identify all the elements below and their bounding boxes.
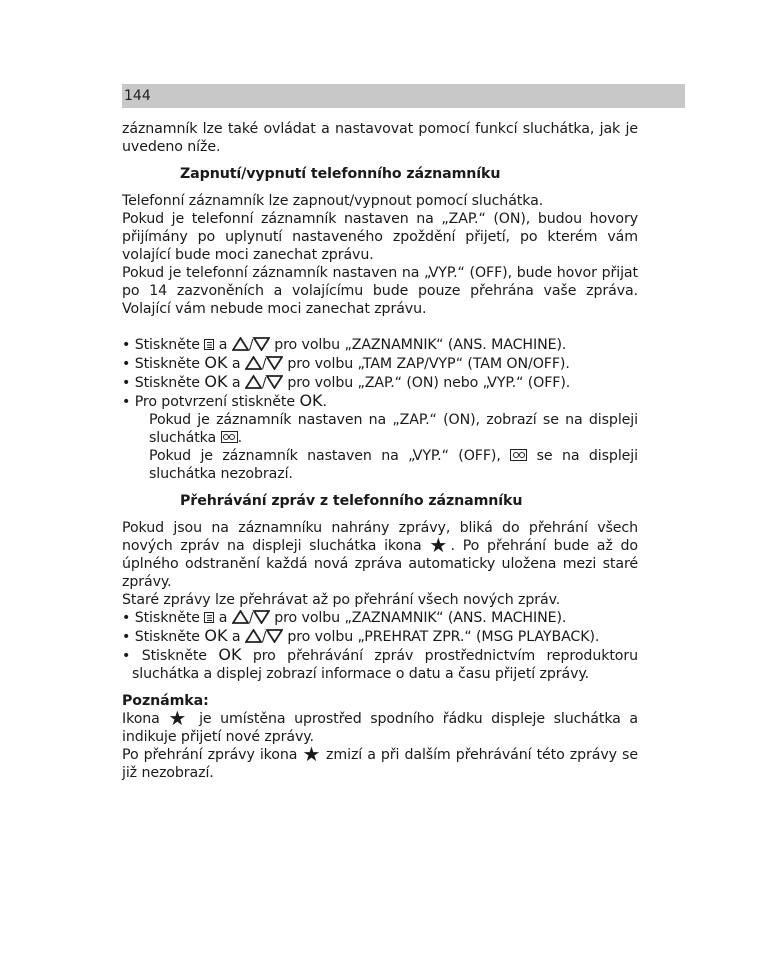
ok-key-label: OK — [299, 391, 323, 410]
section2-paragraph-1: Pokud jsou na záznamníku nahrány zprávy, bliká do přehrání všech nových zpráv na displeji sluchátka ikona ★. Po přehrání bude až do úplného odstranění každá nová zpráva automaticky uložena mezi staré zprávy. — [122, 520, 638, 590]
intro-paragraph: záznamník lze také ovládat a nastavovat pomocí funkcí sluchátka, jak je uvedeno níže. — [122, 121, 638, 155]
section2-step-3: • Stiskněte OK pro přehrávání zpráv prostřednictvím reproduktoru sluchátka a displej zobrazí informace o datu a času přijetí zprávy. — [122, 645, 638, 682]
ok-key-label: OK — [204, 372, 228, 391]
section2-step-1: • Stiskněte a / pro volbu „ZAZNAMNIK“ (ANS. MACHINE). — [122, 610, 567, 626]
section1-step-3: • Stiskněte OK a / pro volbu „ZAP.“ (ON) nebo „VYP.“ (OFF). — [122, 372, 571, 391]
page-number: 144 — [124, 88, 151, 104]
section1-paragraph-3: Pokud je telefonní záznamník nastaven na „VYP.“ (OFF), bude hovor přijat po 14 zazvoněních a volajícímu bude pouze přehrána vaše zpráva. Volající vám nebude moci zanechat zprávu. — [122, 265, 638, 317]
section-heading-playback: Přehrávání zpráv z telefonního záznamníku — [180, 493, 523, 509]
svg-text:/: / — [248, 611, 254, 624]
up-down-arrow-keys-icon — [245, 356, 283, 370]
section1-step-2: • Stiskněte OK a / pro volbu „TAM ZAP/VYP“ (TAM ON/OFF). — [122, 353, 570, 372]
note-title: Poznámka: — [122, 693, 209, 709]
note-paragraph-2: Po přehrání zprávy ikona ★ zmizí a při dalším přehrávání této zprávy se již nezobrazí. — [122, 742, 638, 781]
new-message-star-icon: ★ — [168, 706, 191, 730]
section1-step-4: • Pro potvrzení stiskněte OK. — [122, 391, 327, 410]
answering-machine-tape-icon — [221, 431, 238, 443]
section2-paragraph-2: Staré zprávy lze přehrávat až po přehrání všech nových zpráv. — [122, 592, 561, 608]
section1-info-on: Pokud je záznamník nastaven na „ZAP.“ (ON), zobrazí se na displeji sluchátka . — [149, 412, 638, 446]
section-heading-tam-onoff: Zapnutí/vypnutí telefonního záznamníku — [180, 166, 501, 182]
svg-text:/: / — [261, 357, 267, 370]
section2-step-2: • Stiskněte OK a / pro volbu „PREHRAT ZPR.“ (MSG PLAYBACK). — [122, 626, 600, 645]
section1-info-off: Pokud je záznamník nastaven na „VYP.“ (OFF), se na displeji sluchátka nezobrazí. — [149, 448, 638, 482]
svg-text:/: / — [248, 338, 254, 351]
up-down-arrow-keys-icon — [232, 337, 270, 351]
page-content — [122, 120, 638, 782]
page-header-bar — [122, 84, 685, 108]
svg-text:/: / — [261, 630, 267, 643]
new-message-star-icon: ★ — [302, 742, 321, 766]
svg-text:/: / — [261, 376, 267, 389]
up-down-arrow-keys-icon — [232, 610, 270, 624]
menu-key-icon — [204, 339, 214, 350]
up-down-arrow-keys-icon — [245, 629, 283, 643]
note-paragraph-1: Ikona ★ je umístěna uprostřed spodního řádku displeje sluchátka a indikuje přijetí nové zprávy. — [122, 706, 638, 745]
section1-paragraph-2: Pokud je telefonní záznamník nastaven na „ZAP.“ (ON), budou hovory přijímány po uplynutí nastaveného zpoždění přijetí, po kterém vám volající bude moci zanechat zprávu. — [122, 211, 638, 263]
section1-step-1: • Stiskněte a / pro volbu „ZAZNAMNIK“ (ANS. MACHINE). — [122, 337, 567, 353]
section1-paragraph-1: Telefonní záznamník lze zapnout/vypnout pomocí sluchátka. — [122, 193, 544, 209]
up-down-arrow-keys-icon — [245, 375, 283, 389]
answering-machine-tape-icon — [510, 449, 527, 461]
ok-key-label: OK — [218, 645, 242, 664]
ok-key-label: OK — [204, 626, 228, 645]
new-message-star-icon: ★ — [429, 533, 451, 557]
menu-key-icon — [204, 612, 214, 623]
ok-key-label: OK — [204, 353, 228, 372]
